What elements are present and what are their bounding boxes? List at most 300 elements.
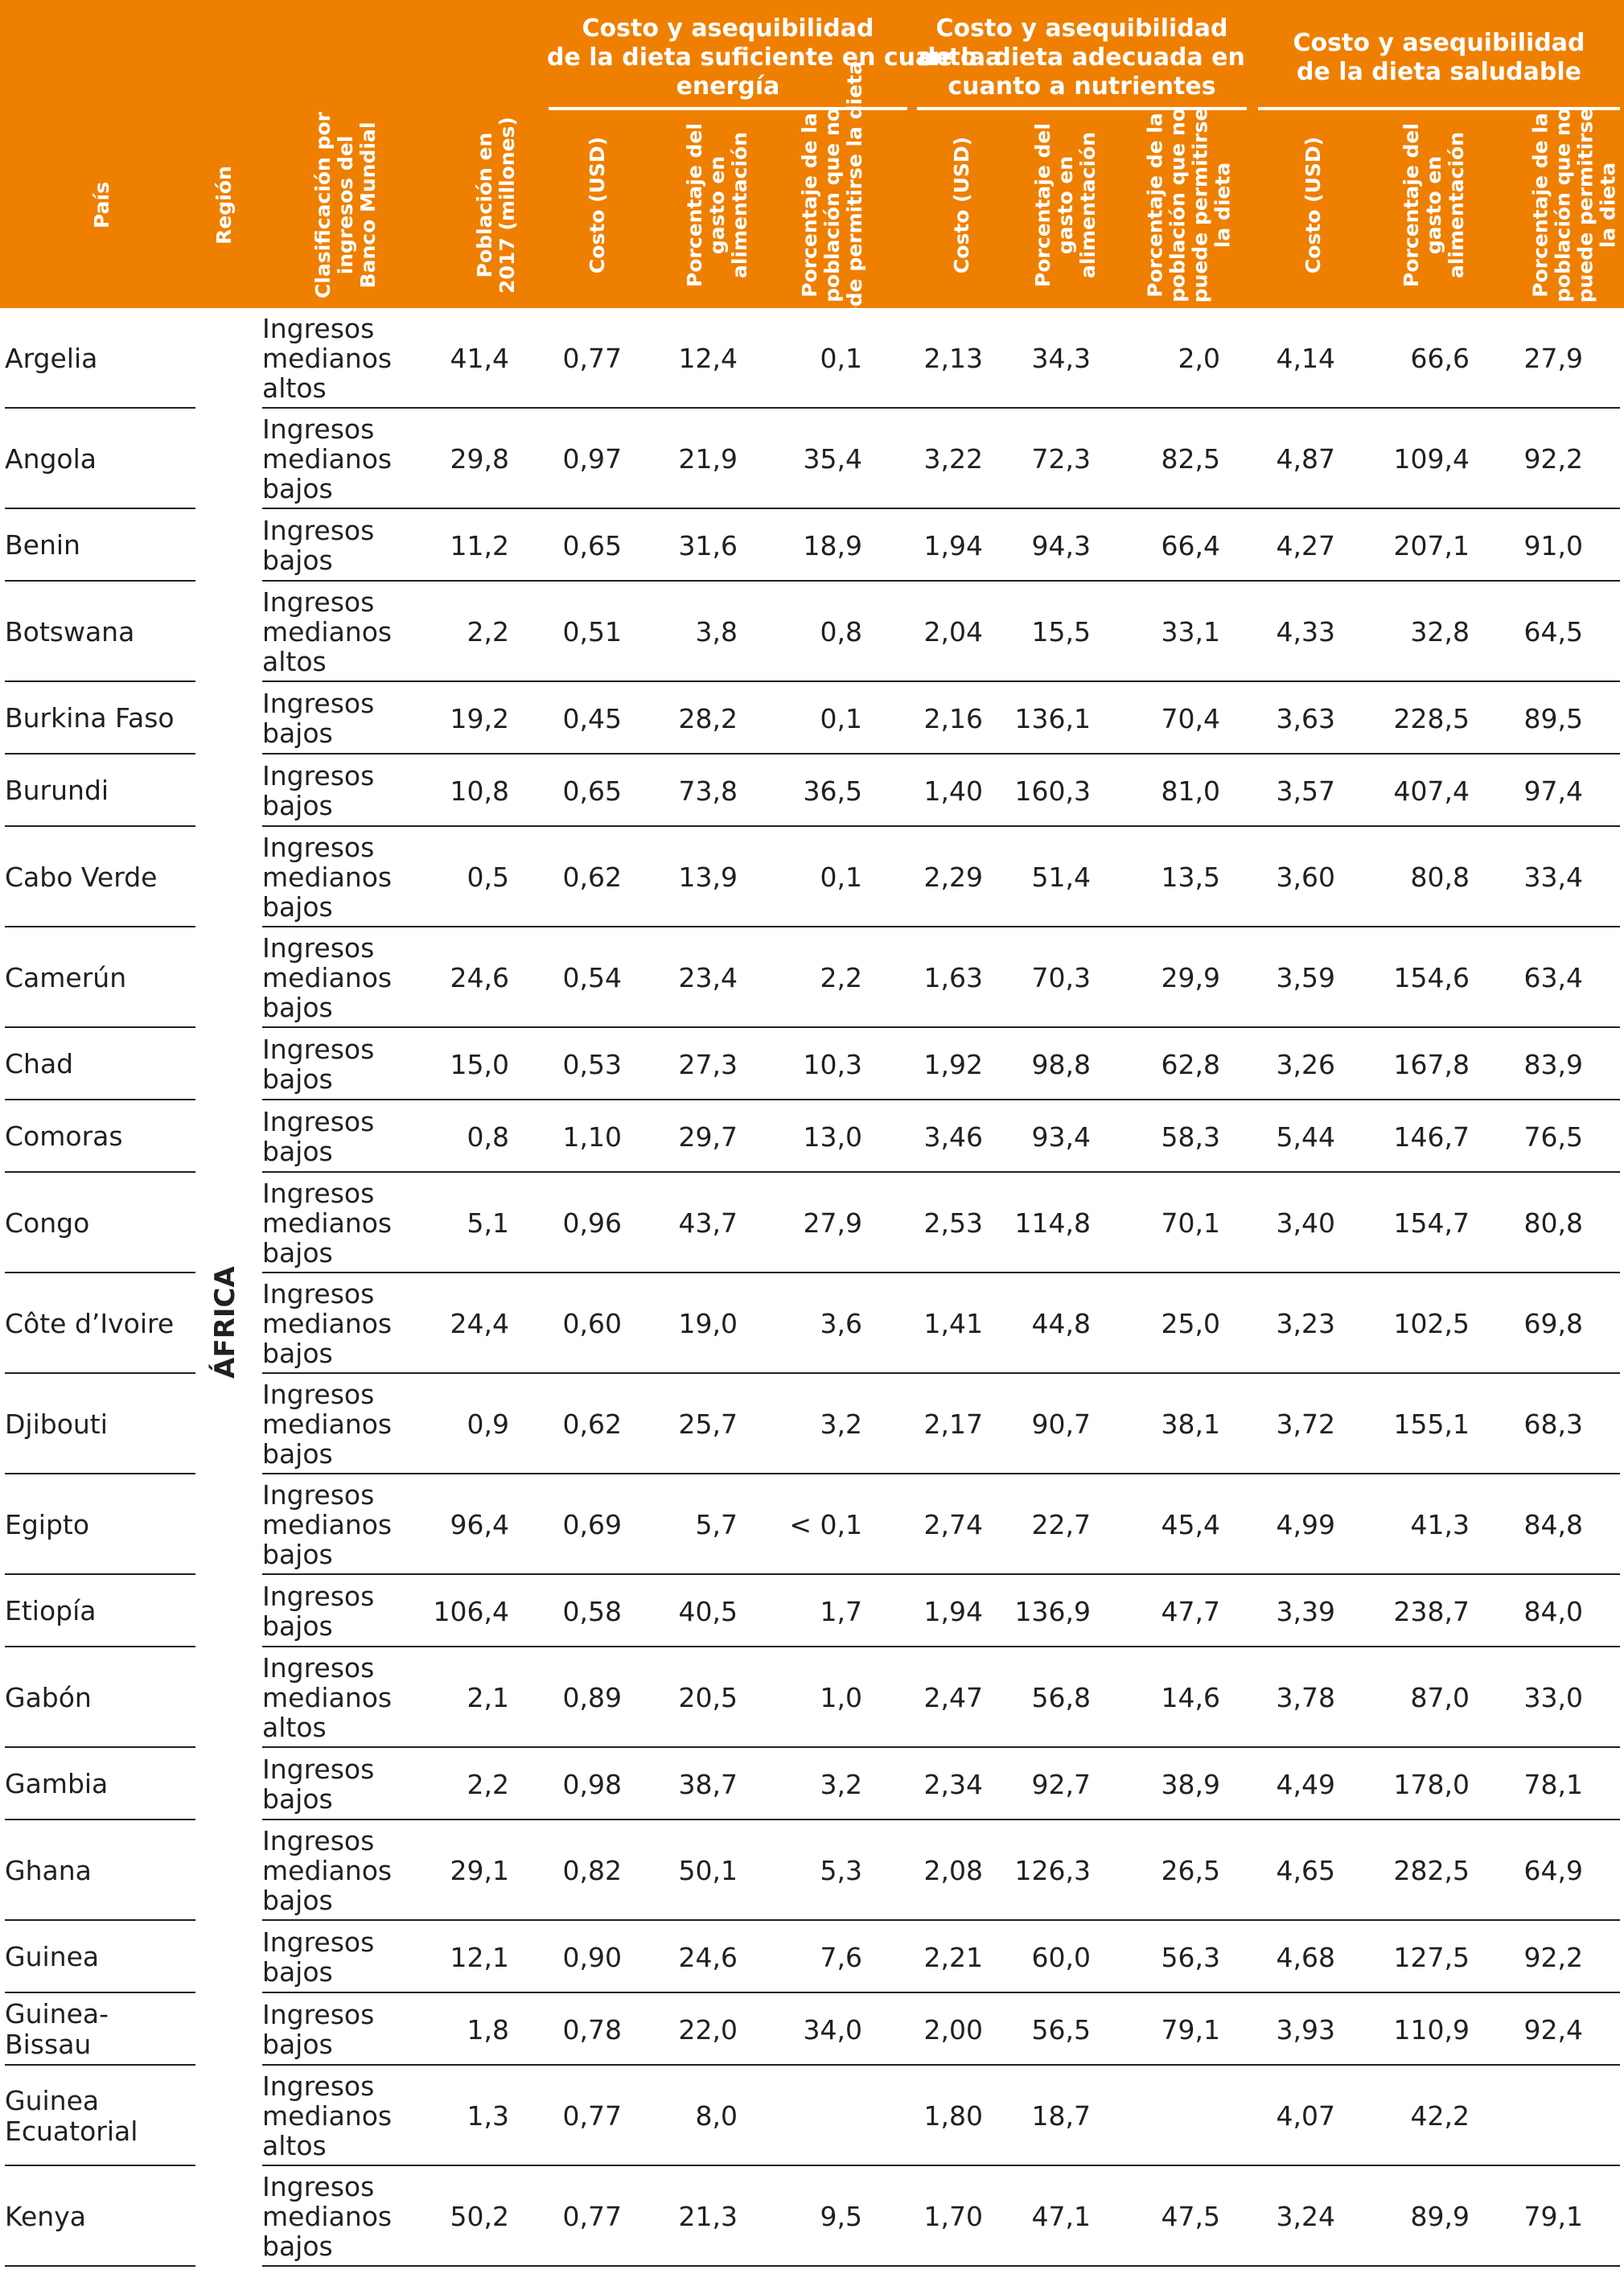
table-row — [0, 1575, 1624, 1647]
country-name: Guinea-Bissau — [5, 1998, 109, 2060]
income-classification: Ingresos medianos bajos — [262, 1278, 393, 1369]
energy-spending-value: 13,9 — [678, 861, 738, 893]
energy-cost-value: 0,54 — [562, 962, 622, 993]
healthy-unaffordable-value: 84,0 — [1523, 1595, 1583, 1627]
nutrient-spending-value: 18,7 — [1031, 2100, 1091, 2132]
nutrient-cost-value: 2,34 — [923, 1768, 983, 1800]
healthy-unaffordable-value: 78,1 — [1523, 1768, 1583, 1800]
energy-unaffordable-value: 18,9 — [803, 529, 862, 561]
nutrient-cost-value: 2,47 — [923, 1682, 983, 1713]
energy-unaffordable-value: 0,1 — [820, 861, 862, 893]
healthy-spending-value: 146,7 — [1393, 1120, 1470, 1153]
energy-unaffordable-value: 35,4 — [803, 443, 862, 475]
healthy-spending-value: 66,6 — [1410, 343, 1470, 374]
population-value: 41,4 — [450, 343, 509, 374]
energy-cost-value: 0,69 — [562, 1509, 622, 1540]
energy-unaffordable-value: 7,6 — [820, 1941, 862, 1973]
country-name: Côte d’Ivoire — [5, 1307, 175, 1339]
country-name: Ghana — [5, 1854, 92, 1886]
income-classification: Ingresos medianos bajos — [262, 832, 393, 923]
healthy-spending-value: 32,8 — [1410, 616, 1470, 648]
energy-spending-value: 40,5 — [678, 1595, 738, 1627]
country-name: Egipto — [5, 1508, 90, 1540]
income-classification: Ingresos bajos — [262, 760, 375, 821]
energy-spending-value: 25,7 — [678, 1408, 738, 1440]
income-classification: Ingresos medianos bajos — [262, 1379, 393, 1470]
nutrient-cost-value: 3,22 — [923, 443, 983, 475]
table-row — [0, 827, 1624, 927]
nutrient-spending-value: 92,7 — [1031, 1768, 1091, 1800]
country-name: Argelia — [5, 342, 98, 374]
healthy-spending-value: 238,7 — [1393, 1595, 1470, 1627]
table-row — [0, 1748, 1624, 1820]
population-value: 11,2 — [450, 529, 509, 561]
col-header-nutrient-unaffordable: Porcentaje de la población que no puede permitirse la dieta — [1143, 107, 1235, 303]
healthy-cost-value: 3,78 — [1276, 1682, 1335, 1713]
country-name: Comoras — [5, 1120, 123, 1152]
healthy-unaffordable-value: 92,2 — [1523, 443, 1583, 475]
country-name: Cabo Verde — [5, 861, 158, 893]
healthy-unaffordable-value: 79,1 — [1523, 2201, 1583, 2232]
nutrient-spending-value: 15,5 — [1031, 616, 1091, 648]
income-classification: Ingresos bajos — [262, 1034, 375, 1095]
healthy-unaffordable-value: 84,8 — [1523, 1509, 1583, 1540]
nutrient-unaffordable-value: 56,3 — [1161, 1941, 1220, 1973]
energy-cost-value: 0,45 — [562, 702, 622, 734]
nutrient-spending-value: 47,1 — [1031, 2201, 1091, 2232]
nutrient-spending-value: 114,8 — [1014, 1207, 1091, 1239]
income-classification: Ingresos medianos altos — [262, 313, 393, 404]
energy-unaffordable-value: 5,3 — [820, 1855, 862, 1886]
nutrient-spending-value: 44,8 — [1031, 1308, 1091, 1339]
table-header — [0, 0, 1624, 349]
nutrient-unaffordable-value: 14,6 — [1161, 1682, 1220, 1713]
table-row — [0, 1647, 1624, 1748]
table-row — [0, 755, 1624, 827]
energy-unaffordable-value: 0,8 — [820, 616, 862, 648]
nutrient-cost-value: 2,00 — [923, 2013, 983, 2046]
energy-cost-value: 0,62 — [562, 861, 622, 893]
country-name: Burundi — [5, 775, 109, 806]
energy-spending-value: 31,6 — [678, 529, 738, 561]
nutrient-unaffordable-value: 38,1 — [1161, 1408, 1220, 1440]
nutrient-unaffordable-value: 45,4 — [1161, 1509, 1220, 1540]
energy-cost-value: 0,51 — [562, 616, 622, 648]
population-value: 106,4 — [433, 1595, 509, 1627]
col-header-country: País — [89, 182, 113, 228]
nutrient-cost-value: 2,17 — [923, 1408, 983, 1440]
nutrient-spending-value: 56,8 — [1031, 1682, 1091, 1713]
population-value: 2,2 — [467, 1768, 509, 1800]
population-value: 5,1 — [467, 1207, 509, 1239]
population-value: 24,4 — [450, 1308, 509, 1339]
nutrient-unaffordable-value: 13,5 — [1161, 861, 1220, 893]
healthy-cost-value: 3,24 — [1276, 2201, 1335, 2232]
income-classification: Ingresos bajos — [262, 688, 375, 749]
healthy-unaffordable-value: 27,9 — [1523, 343, 1583, 374]
energy-cost-value: 0,77 — [562, 2100, 622, 2132]
energy-cost-value: 0,58 — [562, 1595, 622, 1627]
table-row — [0, 682, 1624, 755]
healthy-unaffordable-value: 92,4 — [1523, 2013, 1583, 2046]
energy-spending-value: 21,9 — [678, 443, 738, 475]
nutrient-spending-value: 60,0 — [1031, 1941, 1091, 1973]
healthy-cost-value: 4,33 — [1276, 616, 1335, 648]
col-header-energy-cost: Costo (USD) — [586, 136, 609, 274]
energy-cost-value: 0,96 — [562, 1207, 622, 1239]
healthy-unaffordable-value: 33,0 — [1523, 1682, 1583, 1713]
population-value: 10,8 — [450, 775, 509, 807]
nutrient-cost-value: 1,94 — [923, 529, 983, 561]
nutrient-spending-value: 22,7 — [1031, 1509, 1091, 1540]
population-value: 29,1 — [450, 1855, 509, 1886]
table-row — [0, 509, 1624, 582]
healthy-cost-value: 4,07 — [1276, 2100, 1335, 2132]
healthy-unaffordable-value: 63,4 — [1523, 962, 1583, 993]
income-classification: Ingresos bajos — [262, 1581, 375, 1642]
nutrient-spending-value: 90,7 — [1031, 1408, 1091, 1440]
population-value: 19,2 — [450, 702, 509, 734]
healthy-cost-value: 4,27 — [1276, 529, 1335, 561]
col-header-healthy-cost: Costo (USD) — [1301, 136, 1325, 274]
energy-cost-value: 0,77 — [562, 343, 622, 374]
energy-cost-value: 0,53 — [562, 1048, 622, 1080]
table-row — [0, 2066, 1624, 2166]
energy-spending-value: 38,7 — [678, 1768, 738, 1800]
healthy-cost-value: 4,49 — [1276, 1768, 1335, 1800]
col-header-income: Clasificación por ingresos del Banco Mundial — [311, 112, 380, 298]
table-row — [0, 1921, 1624, 1993]
healthy-cost-value: 3,23 — [1276, 1308, 1335, 1339]
nutrient-spending-value: 94,3 — [1031, 529, 1091, 561]
population-value: 29,8 — [450, 443, 509, 475]
energy-unaffordable-value: 3,6 — [820, 1308, 862, 1339]
energy-unaffordable-value: 0,1 — [820, 702, 862, 734]
income-classification: Ingresos medianos bajos — [262, 1825, 393, 1916]
nutrient-cost-value: 1,40 — [923, 775, 983, 807]
nutrient-spending-value: 160,3 — [1014, 775, 1091, 807]
region-label: ÁFRICA — [209, 1266, 241, 1379]
nutrient-spending-value: 136,1 — [1014, 702, 1091, 734]
healthy-unaffordable-value: 64,9 — [1523, 1855, 1583, 1886]
healthy-unaffordable-value: 80,8 — [1523, 1207, 1583, 1239]
nutrient-unaffordable-value: 82,5 — [1161, 443, 1220, 475]
energy-cost-value: 0,97 — [562, 443, 622, 475]
table-row — [0, 1993, 1624, 2066]
income-classification: Ingresos medianos altos — [262, 586, 393, 677]
country-name: Guinea — [5, 1941, 100, 1972]
nutrient-cost-value: 1,94 — [923, 1595, 983, 1627]
energy-spending-value: 28,2 — [678, 702, 738, 734]
income-classification: Ingresos medianos altos — [262, 2070, 393, 2161]
population-value: 1,3 — [467, 2100, 509, 2132]
energy-cost-value: 0,82 — [562, 1855, 622, 1886]
group-header-nutrients: Costo y asequibilidad de la dieta adecuada en cuanto a nutrientes — [919, 14, 1245, 101]
nutrient-cost-value: 2,53 — [923, 1207, 983, 1239]
healthy-unaffordable-value: 76,5 — [1523, 1120, 1583, 1153]
healthy-unaffordable-value: 97,4 — [1523, 775, 1583, 807]
nutrient-unaffordable-value: 33,1 — [1161, 616, 1220, 648]
country-name: Guinea Ecuatorial — [5, 2084, 138, 2147]
nutrient-unaffordable-value: 29,9 — [1161, 962, 1220, 993]
energy-spending-value: 12,4 — [678, 343, 738, 374]
healthy-cost-value: 3,39 — [1276, 1595, 1335, 1627]
energy-cost-value: 1,10 — [562, 1120, 622, 1153]
income-classification: Ingresos medianos bajos — [262, 1479, 393, 1570]
income-classification: Ingresos bajos — [262, 1999, 375, 2060]
population-value: 15,0 — [450, 1048, 509, 1080]
income-classification: Ingresos bajos — [262, 1754, 375, 1815]
nutrient-unaffordable-value: 58,3 — [1161, 1120, 1220, 1153]
income-classification: Ingresos medianos bajos — [262, 2171, 393, 2262]
nutrient-unaffordable-value: 66,4 — [1161, 529, 1220, 561]
nutrient-spending-value: 126,3 — [1014, 1855, 1091, 1886]
nutrient-cost-value: 2,21 — [923, 1941, 983, 1973]
population-value: 2,2 — [467, 616, 509, 648]
table-row — [0, 1028, 1624, 1100]
row-divider — [262, 2265, 1620, 2267]
population-value: 50,2 — [450, 2201, 509, 2232]
energy-cost-value: 0,90 — [562, 1941, 622, 1973]
table-row — [0, 1173, 1624, 1273]
country-name: Gabón — [5, 1681, 92, 1713]
healthy-spending-value: 167,8 — [1393, 1048, 1470, 1080]
energy-cost-value: 0,65 — [562, 529, 622, 561]
population-value: 1,8 — [467, 2013, 509, 2046]
nutrient-unaffordable-value: 70,4 — [1161, 702, 1220, 734]
energy-cost-value: 0,77 — [562, 2201, 622, 2232]
healthy-spending-value: 80,8 — [1410, 861, 1470, 893]
energy-spending-value: 23,4 — [678, 962, 738, 993]
nutrient-unaffordable-value: 62,8 — [1161, 1048, 1220, 1080]
income-classification: Ingresos bajos — [262, 1926, 375, 1988]
nutrient-unaffordable-value: 38,9 — [1161, 1768, 1220, 1800]
energy-unaffordable-value: 2,2 — [820, 962, 862, 993]
nutrient-spending-value: 70,3 — [1031, 962, 1091, 993]
country-name: Congo — [5, 1207, 90, 1239]
table-row — [0, 409, 1624, 509]
healthy-cost-value: 3,93 — [1276, 2013, 1335, 2046]
nutrient-unaffordable-value: 47,7 — [1161, 1595, 1220, 1627]
income-classification: Ingresos medianos bajos — [262, 932, 393, 1023]
col-header-nutrient-cost: Costo (USD) — [950, 136, 973, 274]
population-value: 24,6 — [450, 962, 509, 993]
nutrient-spending-value: 51,4 — [1031, 861, 1091, 893]
nutrient-cost-value: 1,63 — [923, 962, 983, 993]
energy-spending-value: 19,0 — [678, 1308, 738, 1339]
healthy-unaffordable-value: 68,3 — [1523, 1408, 1583, 1440]
healthy-spending-value: 110,9 — [1393, 2013, 1470, 2046]
country-name: Botswana — [5, 615, 135, 648]
nutrient-cost-value: 2,29 — [923, 861, 983, 893]
nutrient-unaffordable-value: 70,1 — [1161, 1207, 1220, 1239]
population-value: 12,1 — [450, 1941, 509, 1973]
energy-unaffordable-value — [734, 2066, 862, 2166]
col-header-region: Región — [212, 166, 236, 245]
healthy-spending-value: 207,1 — [1393, 529, 1470, 561]
energy-unaffordable-value: < 0,1 — [789, 1509, 862, 1540]
nutrient-unaffordable-value — [1092, 2066, 1220, 2166]
nutrient-cost-value: 3,46 — [923, 1120, 983, 1153]
healthy-unaffordable-value: 89,5 — [1523, 702, 1583, 734]
nutrient-unaffordable-value: 79,1 — [1161, 2013, 1220, 2046]
table-row — [0, 1820, 1624, 1921]
healthy-cost-value: 3,57 — [1276, 775, 1335, 807]
nutrient-unaffordable-value: 26,5 — [1161, 1855, 1220, 1886]
population-value: 0,9 — [467, 1408, 509, 1440]
country-name: Camerún — [5, 961, 127, 993]
country-name: Etiopía — [5, 1595, 97, 1626]
col-header-population: Población en 2017 (millones) — [473, 117, 520, 294]
energy-unaffordable-value: 0,1 — [820, 343, 862, 374]
energy-cost-value: 0,60 — [562, 1308, 622, 1339]
country-name: Kenya — [5, 2200, 86, 2232]
table-row — [0, 1374, 1624, 1474]
healthy-unaffordable-value: 33,4 — [1523, 861, 1583, 893]
healthy-cost-value: 4,65 — [1276, 1855, 1335, 1886]
nutrient-cost-value: 1,70 — [923, 2201, 983, 2232]
healthy-unaffordable-value: 91,0 — [1523, 529, 1583, 561]
nutrient-spending-value: 98,8 — [1031, 1048, 1091, 1080]
healthy-spending-value: 154,7 — [1393, 1207, 1470, 1239]
col-header-healthy-unaffordable: Porcentaje de la población que no puede permitirse la dieta — [1528, 107, 1620, 303]
nutrient-spending-value: 34,3 — [1031, 343, 1091, 374]
healthy-spending-value: 154,6 — [1393, 962, 1470, 993]
energy-cost-value: 0,98 — [562, 1768, 622, 1800]
energy-spending-value: 50,1 — [678, 1855, 738, 1886]
group-header-healthy: Costo y asequibilidad de la dieta saludable — [1293, 29, 1585, 86]
row-divider — [5, 2265, 195, 2267]
energy-unaffordable-value: 36,5 — [803, 775, 862, 807]
country-name: Chad — [5, 1048, 74, 1079]
income-classification: Ingresos bajos — [262, 1106, 375, 1167]
energy-spending-value: 29,7 — [678, 1120, 738, 1153]
healthy-spending-value: 228,5 — [1393, 702, 1470, 734]
energy-unaffordable-value: 3,2 — [820, 1768, 862, 1800]
energy-spending-value: 20,5 — [678, 1682, 738, 1713]
energy-spending-value: 27,3 — [678, 1048, 738, 1080]
healthy-cost-value: 3,72 — [1276, 1408, 1335, 1440]
nutrient-unaffordable-value: 81,0 — [1161, 775, 1220, 807]
healthy-cost-value: 4,68 — [1276, 1941, 1335, 1973]
energy-cost-value: 0,89 — [562, 1682, 622, 1713]
healthy-spending-value: 155,1 — [1393, 1408, 1470, 1440]
nutrient-cost-value: 1,80 — [923, 2100, 983, 2132]
nutrient-unaffordable-value: 2,0 — [1178, 343, 1220, 374]
col-header-energy-spending: Porcentaje del gasto en alimentación — [683, 123, 751, 287]
energy-spending-value: 21,3 — [678, 2201, 738, 2232]
col-header-healthy-spending: Porcentaje del gasto en alimentación — [1400, 123, 1468, 287]
income-classification: Ingresos medianos bajos — [262, 1178, 393, 1269]
healthy-unaffordable-value: 64,5 — [1523, 616, 1583, 648]
table-row — [0, 1474, 1624, 1575]
energy-unaffordable-value: 27,9 — [803, 1207, 862, 1239]
income-classification: Ingresos medianos bajos — [262, 413, 393, 504]
nutrient-cost-value: 2,16 — [923, 702, 983, 734]
energy-cost-value: 0,62 — [562, 1408, 622, 1440]
population-value: 0,5 — [467, 861, 509, 893]
nutrient-unaffordable-value: 47,5 — [1161, 2201, 1220, 2232]
energy-spending-value: 5,7 — [695, 1509, 738, 1540]
healthy-unaffordable-value — [1454, 2066, 1583, 2166]
nutrient-cost-value: 2,08 — [923, 1855, 983, 1886]
nutrient-spending-value: 136,9 — [1014, 1595, 1091, 1627]
energy-spending-value: 43,7 — [678, 1207, 738, 1239]
energy-unaffordable-value: 10,3 — [803, 1048, 862, 1080]
nutrient-cost-value: 1,41 — [923, 1308, 983, 1339]
healthy-cost-value: 3,40 — [1276, 1207, 1335, 1239]
healthy-spending-value: 42,2 — [1410, 2100, 1470, 2132]
country-name: Djibouti — [5, 1408, 108, 1440]
healthy-cost-value: 4,87 — [1276, 443, 1335, 475]
energy-cost-value: 0,78 — [562, 2013, 622, 2046]
healthy-cost-value: 3,60 — [1276, 861, 1335, 893]
nutrient-spending-value: 56,5 — [1031, 2013, 1091, 2046]
healthy-cost-value: 3,59 — [1276, 962, 1335, 993]
nutrient-cost-value: 2,04 — [923, 616, 983, 648]
healthy-cost-value: 4,14 — [1276, 343, 1335, 374]
energy-unaffordable-value: 34,0 — [803, 2013, 862, 2046]
energy-spending-value: 3,8 — [695, 616, 738, 648]
nutrient-unaffordable-value: 25,0 — [1161, 1308, 1220, 1339]
country-name: Burkina Faso — [5, 702, 175, 734]
healthy-spending-value: 89,9 — [1410, 2201, 1470, 2232]
healthy-spending-value: 41,3 — [1410, 1509, 1470, 1540]
healthy-spending-value: 109,4 — [1393, 443, 1470, 475]
country-name: Gambia — [5, 1768, 109, 1799]
healthy-spending-value: 282,5 — [1393, 1855, 1470, 1886]
table-row — [0, 2166, 1624, 2267]
income-classification: Ingresos medianos altos — [262, 1652, 393, 1743]
group-header-energy: Costo y asequibilidad de la dieta suficiente en cuanto a energía — [547, 14, 1002, 101]
population-value: 0,8 — [467, 1120, 509, 1153]
energy-unaffordable-value: 9,5 — [820, 2201, 862, 2232]
energy-unaffordable-value: 1,0 — [820, 1682, 862, 1713]
healthy-spending-value: 87,0 — [1410, 1682, 1470, 1713]
nutrient-cost-value: 2,74 — [923, 1509, 983, 1540]
healthy-cost-value: 5,44 — [1276, 1120, 1335, 1153]
healthy-spending-value: 127,5 — [1393, 1941, 1470, 1973]
healthy-unaffordable-value: 83,9 — [1523, 1048, 1583, 1080]
nutrient-cost-value: 1,92 — [923, 1048, 983, 1080]
nutrient-cost-value: 2,13 — [923, 343, 983, 374]
table-row — [0, 308, 1624, 409]
healthy-spending-value: 102,5 — [1393, 1308, 1470, 1339]
col-header-nutrient-spending: Porcentaje del gasto en alimentación — [1031, 123, 1100, 287]
energy-spending-value: 22,0 — [678, 2013, 738, 2046]
population-value: 2,1 — [467, 1682, 509, 1713]
table-row — [0, 582, 1624, 682]
nutrient-spending-value: 72,3 — [1031, 443, 1091, 475]
energy-cost-value: 0,65 — [562, 775, 622, 807]
healthy-unaffordable-value: 92,2 — [1523, 1941, 1583, 1973]
col-header-energy-unaffordable: Porcentaje de la población que no puede permitirse la dieta — [798, 61, 866, 349]
healthy-cost-value: 3,63 — [1276, 702, 1335, 734]
healthy-cost-value: 3,26 — [1276, 1048, 1335, 1080]
healthy-cost-value: 4,99 — [1276, 1509, 1335, 1540]
nutrient-spending-value: 93,4 — [1031, 1120, 1091, 1153]
energy-unaffordable-value: 1,7 — [820, 1595, 862, 1627]
population-value: 96,4 — [450, 1509, 509, 1540]
healthy-unaffordable-value: 69,8 — [1523, 1308, 1583, 1339]
income-classification: Ingresos bajos — [262, 515, 375, 576]
table-row — [0, 1273, 1624, 1374]
energy-spending-value: 8,0 — [695, 2100, 738, 2132]
energy-spending-value: 73,8 — [678, 775, 738, 807]
table-row — [0, 1100, 1624, 1173]
country-name: Benin — [5, 529, 80, 561]
country-name: Angola — [5, 442, 97, 475]
